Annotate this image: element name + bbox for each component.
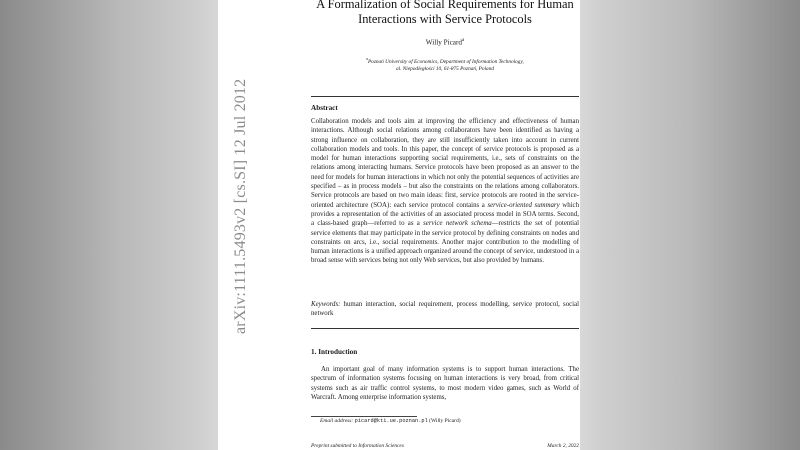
affiliation-line-2: al. Niepodległości 10, 61-875 Poznań, Poland	[396, 66, 494, 73]
affiliation-marker: a	[366, 56, 368, 61]
keywords-text: human interaction, social requirement, process modelling, service protocol, social network	[311, 301, 579, 318]
affiliation-line-1: $^a$Poznań University of Economics, Department of Information Technology,	[366, 56, 524, 65]
keywords	[311, 300, 579, 319]
term-service-network-schema: service network schema	[423, 220, 492, 228]
preprint-note: Preprint submitted to Information Sciences	[311, 443, 404, 449]
abstract-text: Collaboration models and tools aim at improving the efficiency and effectiveness of human interactions. Although social relations among collaborators have been identified as having a strong influence on collaboration, they are still insufficiently taken into account in current collaboration models and tools. In this paper, the concept of service protocols is proposed as a model for human interactions supporting social requirements, i.e., sets of constraints on the relations among interacting humans. Service protocols have been proposed as an answer to the need for models for human interactions in which not only the potential sequences of activities are specified – as in process models – but also the constraints on the relations among collaborators. Service protocols are based on two main ideas: first, service protocols are rooted in the service-oriented architecture (SOA): each service protocol contains a service-oriented summary which provides a representation of the activities of an associated process model in SOA terms. Second, a class-based graph—referred to as a service network schema—restricts the set of potential service elements that may participate in the service protocol by defining constraints on nodes and constraints on arcs, i.e., social requirements. Another major contribution to the modelling of human interactions is a unified approach organized around the concept of service, understood in a broad sense with services being not only Web services, but also provided by humans.	[311, 118, 580, 265]
abstract-bottom-rule	[311, 328, 579, 329]
section-heading: 1. Introduction	[311, 348, 358, 356]
footnote-rule	[311, 416, 417, 417]
email-address[interactable]: picard@kti.ue.poznan.pl	[354, 418, 428, 424]
arxiv-stamp: arXiv:1111.5493v2 [cs.SI] 12 Jul 2012	[232, 78, 249, 334]
date: March 2, 2022	[547, 443, 579, 449]
term-service-oriented-summary: service-oriented summary	[487, 201, 560, 209]
affiliation	[300, 55, 590, 74]
author-marker: a	[462, 38, 465, 43]
introduction-text: An important goal of many information systems is to support human interactions. The spectrum of information systems focusing on human interactions is very broad, from critical systems such as air traffic control systems, to most modern video games, such as World of Warcraft. Among enterprise information systems,	[311, 366, 579, 401]
email-label: Email address:	[320, 418, 354, 424]
abstract-top-rule	[311, 96, 579, 97]
footnote	[320, 418, 461, 424]
paper-title: A Formalization of Social Requirements for Human Interactions with Service Protocols	[316, 0, 574, 26]
keywords-label: Keywords:	[311, 301, 341, 308]
author-line	[300, 38, 590, 46]
abstract-heading: Abstract	[311, 104, 338, 112]
author-name: Willy Picard	[425, 38, 462, 47]
footnote-author: (Willy Picard)	[427, 418, 461, 424]
